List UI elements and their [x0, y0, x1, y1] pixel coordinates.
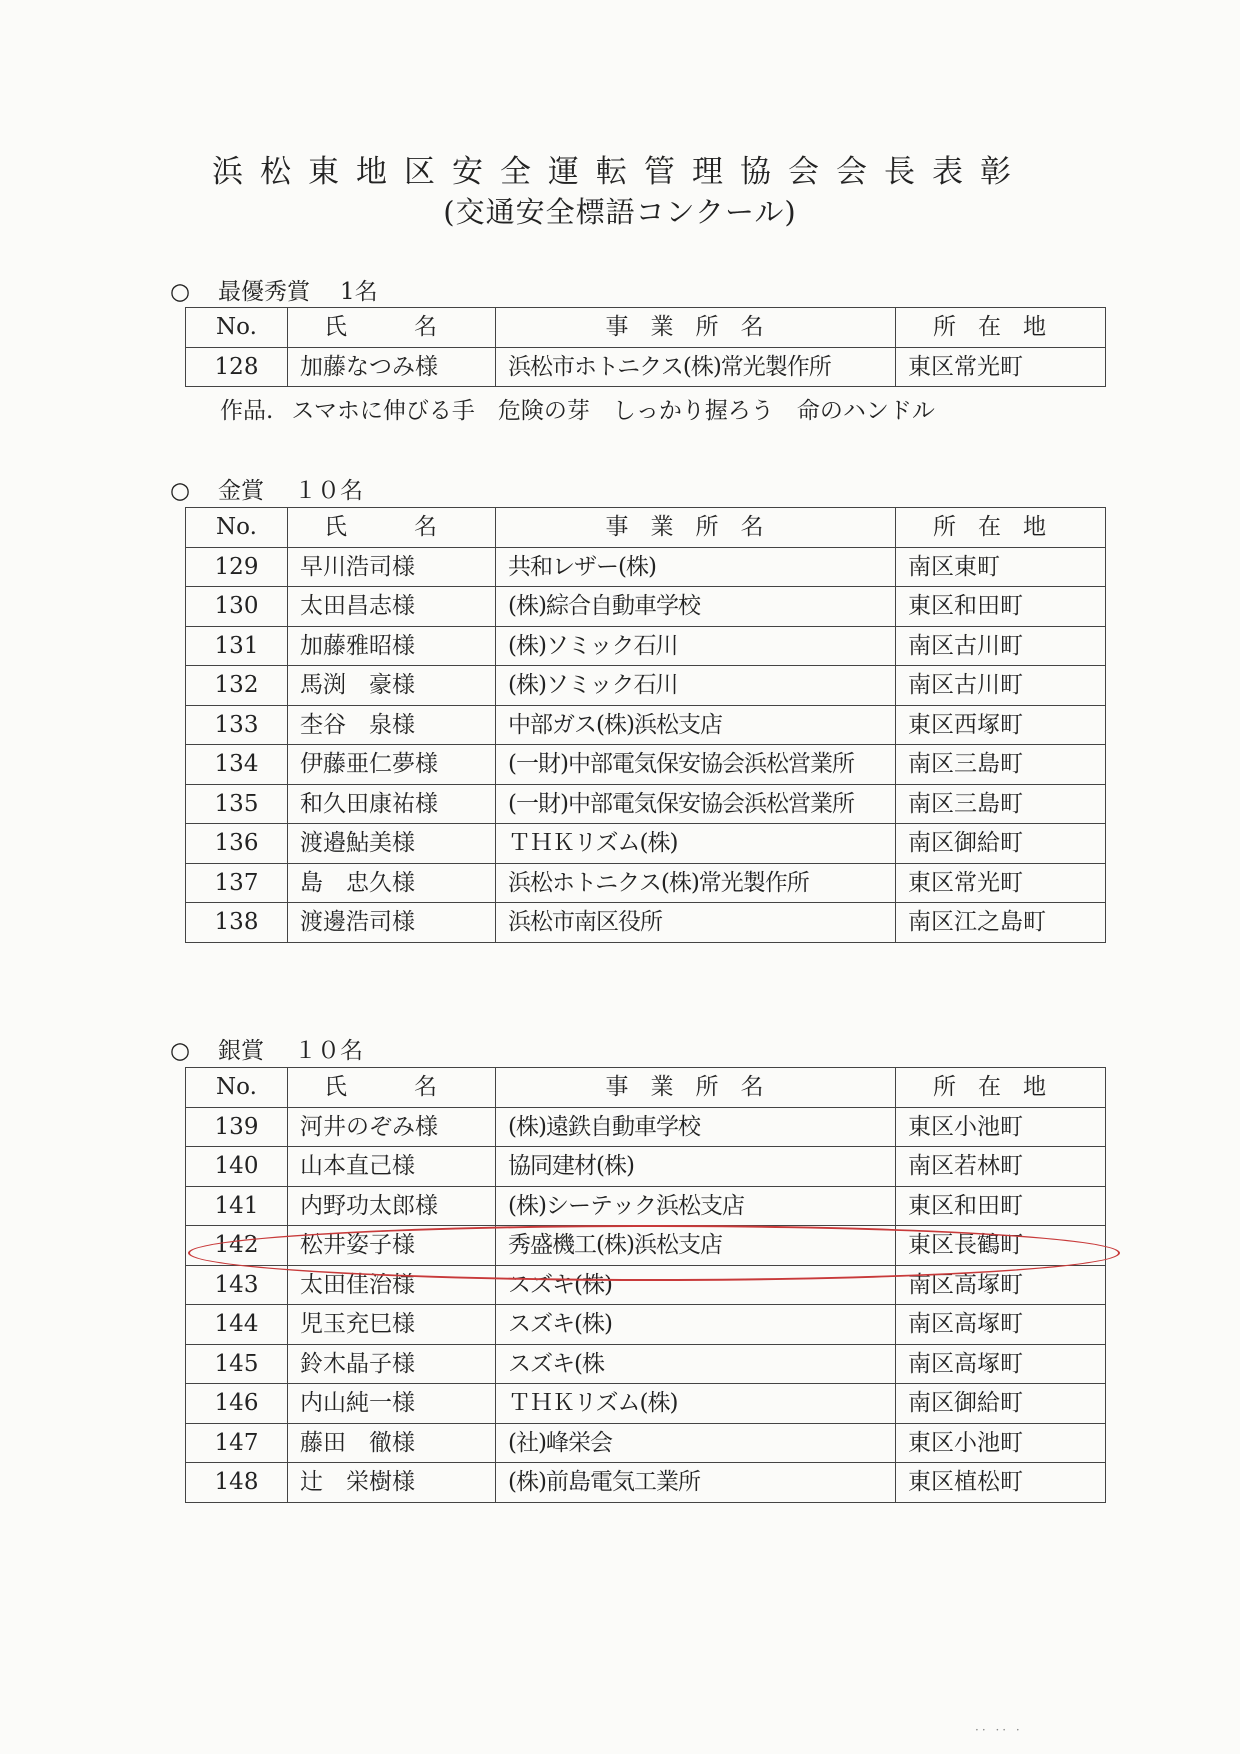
cell-office: 浜松ホトニクス(株)常光製作所: [496, 863, 896, 903]
table-row: [186, 1344, 1106, 1384]
table-row: [186, 1186, 1106, 1226]
cell-location: 南区三島町: [896, 784, 1106, 824]
winning-work: [220, 396, 935, 426]
cell-no: 134: [186, 745, 288, 785]
cell-office: 中部ガス(株)浜松支店: [496, 705, 896, 745]
header-name: 氏 名: [288, 1068, 496, 1108]
award-table-silver: [185, 1067, 1106, 1503]
cell-no: 135: [186, 784, 288, 824]
cell-location: 東区常光町: [896, 863, 1106, 903]
table-header-row: [186, 508, 1106, 548]
cell-location: 南区三島町: [896, 745, 1106, 785]
table-row: [186, 1423, 1106, 1463]
cell-office: (一財)中部電気保安協会浜松営業所: [496, 784, 896, 824]
cell-no: 129: [186, 547, 288, 587]
header-name: 氏 名: [288, 308, 496, 348]
cell-location: 東区和田町: [896, 1186, 1106, 1226]
cell-no: 130: [186, 587, 288, 627]
cell-office: (株)綜合自動車学校: [496, 587, 896, 627]
cell-name: 鈴木晶子様: [288, 1344, 496, 1384]
cell-no: 148: [186, 1463, 288, 1503]
cell-location: 南区古川町: [896, 626, 1106, 666]
cell-location: 東区小池町: [896, 1423, 1106, 1463]
cell-name: 太田昌志様: [288, 587, 496, 627]
section-heading-silver: [170, 1036, 363, 1066]
cell-no: 131: [186, 626, 288, 666]
cell-location: 東区長鶴町: [896, 1226, 1106, 1266]
cell-no: 141: [186, 1186, 288, 1226]
document-subtitle: (交通安全標語コンクール): [443, 195, 797, 229]
table-row: [186, 745, 1106, 785]
circle-marker-icon: ○: [170, 478, 191, 504]
cell-location: 南区若林町: [896, 1147, 1106, 1187]
section-heading-top-award: [170, 277, 378, 307]
cell-office: (株)前島電気工業所: [496, 1463, 896, 1503]
cell-name: 加藤なつみ様: [288, 347, 496, 387]
header-office: 事業所名: [496, 508, 896, 548]
cell-office: スズキ(株: [496, 1344, 896, 1384]
award-table-gold: [185, 507, 1106, 943]
highlight-oval: [188, 1225, 1120, 1281]
cell-no: 132: [186, 666, 288, 706]
work-label: 作品.: [220, 398, 274, 424]
cell-name: 和久田康祐様: [288, 784, 496, 824]
header-no: No.: [186, 508, 288, 548]
cell-location: 南区御給町: [896, 1384, 1106, 1424]
cell-name: 藤田 徹様: [288, 1423, 496, 1463]
cell-location: 東区常光町: [896, 347, 1106, 387]
cell-name: 渡邊浩司様: [288, 903, 496, 943]
cell-no: 147: [186, 1423, 288, 1463]
table-header-row: [186, 1068, 1106, 1108]
cell-location: 南区高塚町: [896, 1265, 1106, 1305]
table-row: [186, 587, 1106, 627]
table-row: [186, 626, 1106, 666]
cell-location: 南区江之島町: [896, 903, 1106, 943]
cell-no: 133: [186, 705, 288, 745]
cell-no: 144: [186, 1305, 288, 1345]
cell-office: スズキ(株): [496, 1265, 896, 1305]
header-office: 事業所名: [496, 308, 896, 348]
table-row: [186, 1305, 1106, 1345]
header-no: No.: [186, 308, 288, 348]
cell-office: (株)遠鉄自動車学校: [496, 1107, 896, 1147]
cell-location: 東区小池町: [896, 1107, 1106, 1147]
cell-location: 南区東町: [896, 547, 1106, 587]
cell-name: 太田佳治様: [288, 1265, 496, 1305]
cell-location: 南区高塚町: [896, 1305, 1106, 1345]
table-row: [186, 1463, 1106, 1503]
award-table-top: [185, 307, 1106, 387]
cell-no: 128: [186, 347, 288, 387]
cell-no: 138: [186, 903, 288, 943]
cell-no: 136: [186, 824, 288, 864]
cell-office: 共和レザー(株): [496, 547, 896, 587]
cell-no: 140: [186, 1147, 288, 1187]
table-row: [186, 1384, 1106, 1424]
cell-location: 南区御給町: [896, 824, 1106, 864]
table-row: [186, 666, 1106, 706]
cell-location: 南区古川町: [896, 666, 1106, 706]
cell-name: 杢谷 泉様: [288, 705, 496, 745]
cell-name: 河井のぞみ様: [288, 1107, 496, 1147]
cell-name: 加藤雅昭様: [288, 626, 496, 666]
cell-name: 馬渕 豪様: [288, 666, 496, 706]
work-text: スマホに伸びる手 危険の芽 しっかり握ろう 命のハンドル: [291, 398, 935, 424]
header-no: No.: [186, 1068, 288, 1108]
cell-name: 渡邉鮎美様: [288, 824, 496, 864]
header-name: 氏 名: [288, 508, 496, 548]
cell-name: 伊藤亜仁夢様: [288, 745, 496, 785]
header-location: 所在地: [896, 508, 1106, 548]
table-row: [186, 1107, 1106, 1147]
cell-office: スズキ(株): [496, 1305, 896, 1345]
header-location: 所在地: [896, 308, 1106, 348]
section-heading-gold: [170, 476, 363, 506]
cell-no: 139: [186, 1107, 288, 1147]
award-name: 銀賞: [218, 1038, 264, 1064]
cell-no: 142: [186, 1226, 288, 1266]
scan-smudge: ·· ·· ·: [975, 1723, 1023, 1737]
table-row: [186, 863, 1106, 903]
circle-marker-icon: ○: [170, 1038, 191, 1064]
award-count: １０名: [294, 1038, 363, 1064]
cell-location: 東区植松町: [896, 1463, 1106, 1503]
cell-office: ＴＨＫリズム(株): [496, 1384, 896, 1424]
cell-name: 内山純一様: [288, 1384, 496, 1424]
cell-name: 松井姿子様: [288, 1226, 496, 1266]
cell-office: 秀盛機工(株)浜松支店: [496, 1226, 896, 1266]
cell-name: 山本直己様: [288, 1147, 496, 1187]
cell-office: (株)シーテック浜松支店: [496, 1186, 896, 1226]
cell-location: 東区和田町: [896, 587, 1106, 627]
table-row: [186, 547, 1106, 587]
cell-office: 浜松市南区役所: [496, 903, 896, 943]
cell-office: (社)峰栄会: [496, 1423, 896, 1463]
cell-name: 辻 栄樹様: [288, 1463, 496, 1503]
cell-location: 南区高塚町: [896, 1344, 1106, 1384]
document-title: 浜松東地区安全運転管理協会会長表彰: [212, 154, 1028, 190]
circle-marker-icon: ○: [170, 279, 191, 305]
cell-name: 内野功太郎様: [288, 1186, 496, 1226]
cell-name: 島 忠久様: [288, 863, 496, 903]
cell-no: 143: [186, 1265, 288, 1305]
table-row: [186, 347, 1106, 387]
cell-name: 児玉充巳様: [288, 1305, 496, 1345]
award-count: 1名: [340, 279, 378, 305]
cell-office: (株)ソミック石川: [496, 666, 896, 706]
cell-no: 146: [186, 1384, 288, 1424]
award-name: 金賞: [218, 478, 264, 504]
cell-office: ＴＨＫリズム(株): [496, 824, 896, 864]
table-header-row: [186, 308, 1106, 348]
table-row: [186, 903, 1106, 943]
header-location: 所在地: [896, 1068, 1106, 1108]
cell-location: 東区西塚町: [896, 705, 1106, 745]
cell-office: 浜松市ホトニクス(株)常光製作所: [496, 347, 896, 387]
cell-office: (株)ソミック石川: [496, 626, 896, 666]
cell-no: 145: [186, 1344, 288, 1384]
table-row: [186, 784, 1106, 824]
cell-office: 協同建材(株): [496, 1147, 896, 1187]
award-name: 最優秀賞: [218, 279, 310, 305]
header-office: 事業所名: [496, 1068, 896, 1108]
cell-office: (一財)中部電気保安協会浜松営業所: [496, 745, 896, 785]
table-row: [186, 705, 1106, 745]
table-row: [186, 824, 1106, 864]
cell-no: 137: [186, 863, 288, 903]
award-count: １０名: [294, 478, 363, 504]
cell-name: 早川浩司様: [288, 547, 496, 587]
table-row: [186, 1147, 1106, 1187]
